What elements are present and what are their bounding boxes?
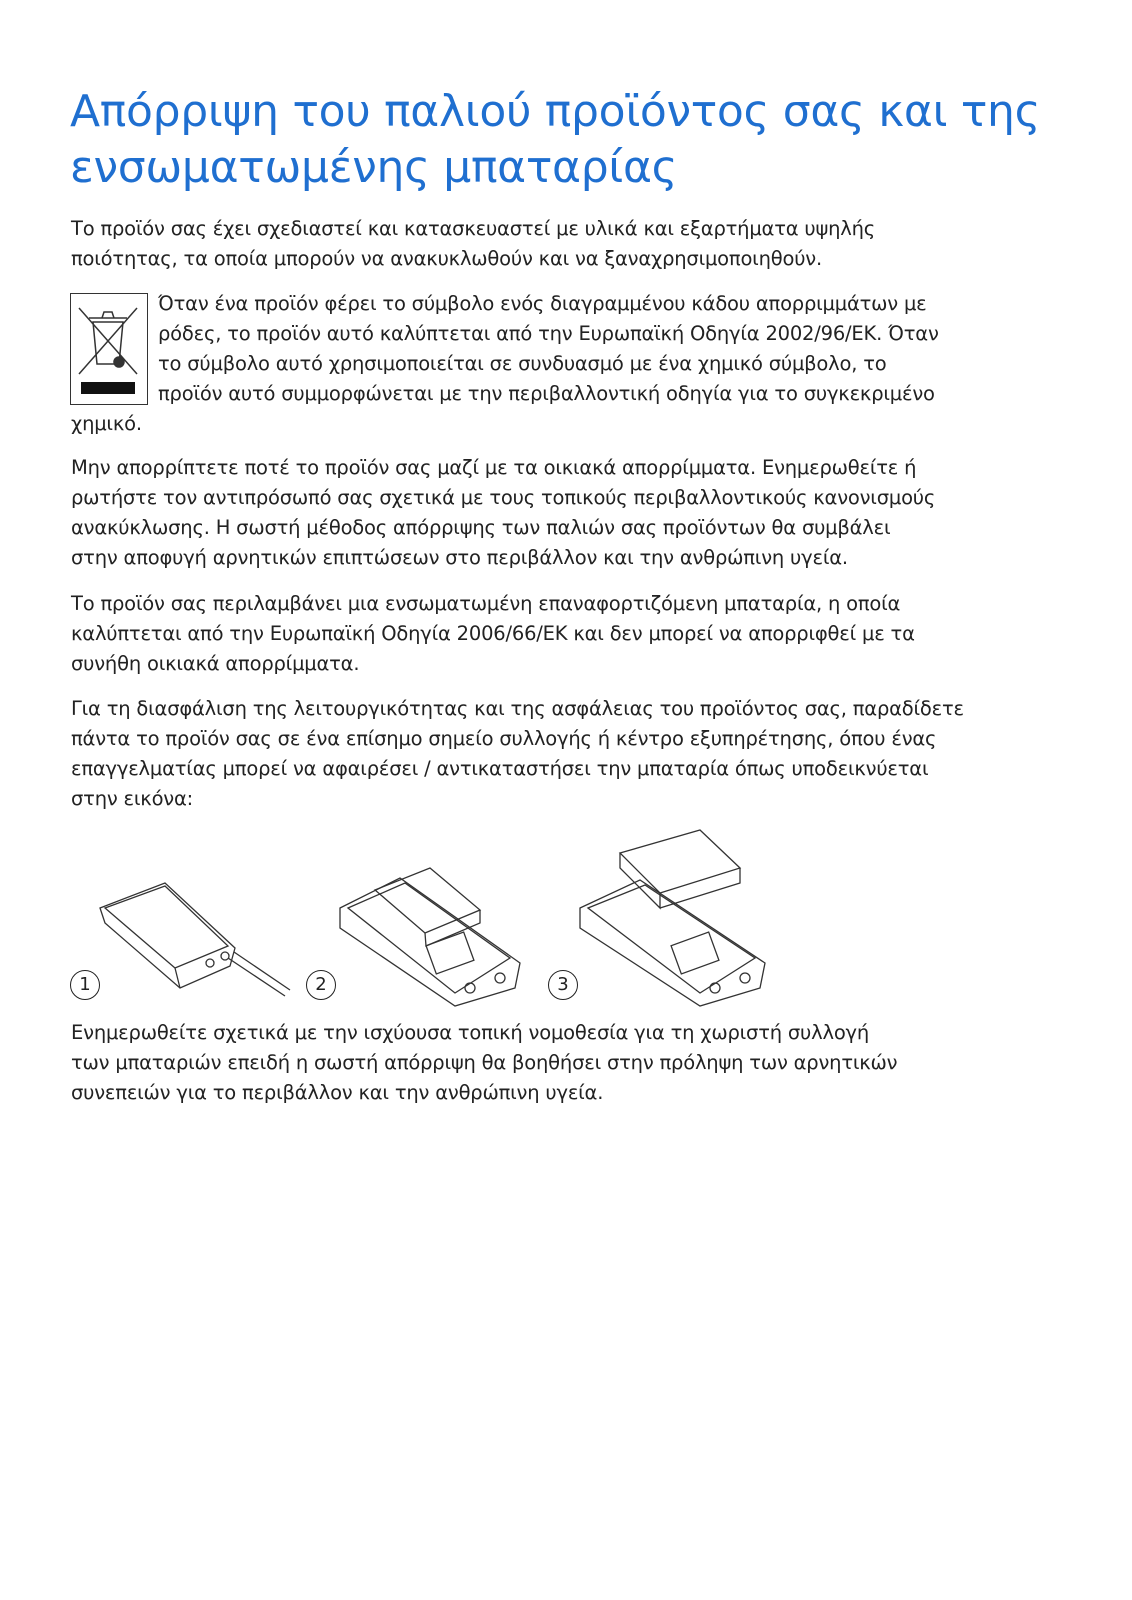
collection-paragraph [71, 1018, 897, 1108]
page-title [70, 84, 1070, 196]
text-line: ρόδες, το προϊόν αυτό καλύπτεται από την Ευρωπαϊκή Οδηγία 2002/96/ΕΚ. Όταν [158, 322, 939, 345]
text-line: Μην απορρίπτετε ποτέ το προϊόν σας μαζί με τα οικιακά απορρίμματα. Ενημερωθείτε ή [71, 456, 917, 479]
text-line: στην εικόνα: [71, 787, 194, 810]
service-paragraph [71, 694, 964, 814]
text-line: ποιότητας, τα οποία μπορούν να ανακυκλωθούν και να ξαναχρησιμοποιηθούν. [71, 247, 822, 270]
text-line: Ενημερωθείτε σχετικά με την ισχύουσα τοπική νομοθεσία για τη χωριστή συλλογή [71, 1021, 870, 1044]
title-line-2: ενσωματωμένης μπαταρίας [70, 142, 678, 193]
text-line: Το προϊόν σας έχει σχεδιαστεί και κατασκευαστεί με υλικά και εξαρτήματα υψηλής [71, 217, 876, 240]
weee-paragraph [71, 289, 939, 439]
step-2-label: 2 [306, 970, 336, 1000]
text-line: προϊόν αυτό συμμορφώνεται με την περιβαλλοντική οδηγία για το συγκεκριμένο [158, 382, 935, 405]
text-line: ανακύκλωσης. Η σωστή μέθοδος απόρριψης των παλιών σας προϊόντων θα συμβάλει [71, 516, 891, 539]
title-line-1: Απόρριψη του παλιού προϊόντος σας και της [70, 86, 1041, 137]
text-line: επαγγελματίας μπορεί να αφαιρέσει / αντικαταστήσει την μπαταρία όπως υποδεικνύεται [71, 757, 929, 780]
battery-removal-illustration [60, 828, 800, 1008]
text-line: συνήθη οικιακά απορρίμματα. [71, 652, 360, 675]
text-line: το σύμβολο αυτό χρησιμοποιείται σε συνδυασμό με ένα χημικό σύμβολο, το [158, 352, 887, 375]
battery-paragraph [71, 589, 915, 679]
text-line: Για τη διασφάλιση της λειτουργικότητας και της ασφάλειας του προϊόντος σας, παραδίδετε [71, 697, 964, 720]
disposal-paragraph [71, 453, 935, 573]
text-line: Όταν ένα προϊόν φέρει το σύμβολο ενός διαγραμμένου κάδου απορριμμάτων με [158, 292, 927, 315]
text-line: στην αποφυγή αρνητικών επιπτώσεων στο περιβάλλον και την ανθρώπινη υγεία. [71, 546, 848, 569]
text-line: των μπαταριών επειδή η σωστή απόρριψη θα βοηθήσει στην πρόληψη των αρνητικών [71, 1051, 898, 1074]
text-line: χημικό. [71, 412, 142, 435]
step-1-label: 1 [70, 970, 100, 1000]
step-3-label: 3 [548, 970, 578, 1000]
text-line: πάντα το προϊόν σας σε ένα επίσημο σημείο συλλογής ή κέντρο εξυπηρέτησης, όπου ένας [71, 727, 937, 750]
intro-paragraph [71, 214, 875, 274]
text-line: συνεπειών για το περιβάλλον και την ανθρώπινη υγεία. [71, 1081, 604, 1104]
text-line: ρωτήστε τον αντιπρόσωπό σας σχετικά με τους τοπικούς περιβαλλοντικούς κανονισμούς [71, 486, 936, 509]
battery-removal-figure [60, 828, 800, 1008]
text-line: Το προϊόν σας περιλαμβάνει μια ενσωματωμένη επαναφορτιζόμενη μπαταρία, η οποία [71, 592, 901, 615]
text-line: καλύπτεται από την Ευρωπαϊκή Οδηγία 2006/66/ΕΚ και δεν μπορεί να απορριφθεί με τα [71, 622, 915, 645]
